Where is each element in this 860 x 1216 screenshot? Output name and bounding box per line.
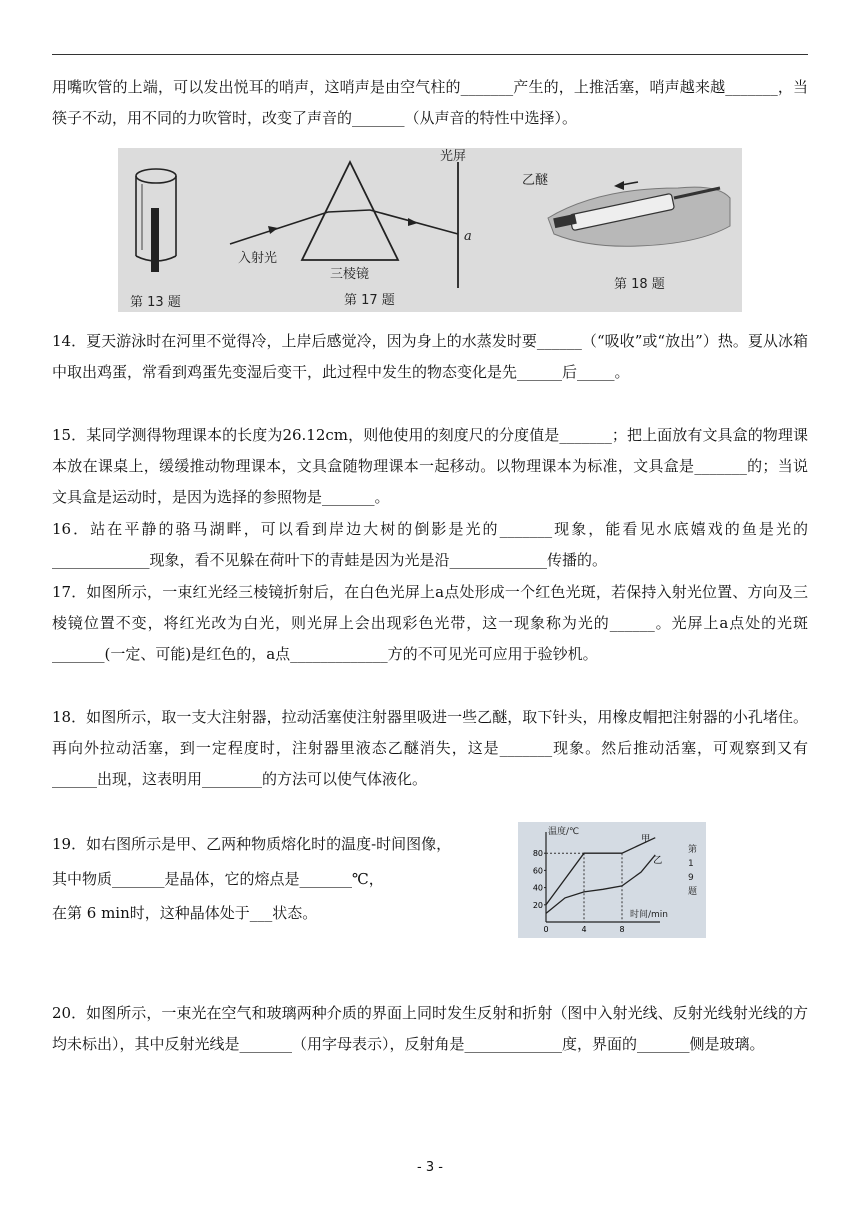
x-tick-label: 8	[619, 925, 625, 934]
series-label-2: 乙	[653, 855, 663, 866]
y-axis-label: 温度/℃	[548, 827, 580, 837]
y-tick-label: 80	[532, 849, 543, 859]
fig18-label: 第 18 题	[614, 277, 665, 292]
fig17-label: 第 17 题	[344, 293, 395, 308]
point-a-label: a	[464, 229, 472, 244]
prism-label: 三棱镜	[330, 267, 370, 282]
series-label-1: 甲	[641, 834, 651, 845]
question-19-line2: 其中物质_______是晶体，它的熔点是_______℃，	[52, 870, 384, 888]
side-label-char: 题	[688, 887, 698, 897]
side-label-char: 9	[688, 873, 694, 883]
x-tick-label: 4	[581, 925, 587, 934]
x-axis-label: 时间/min	[630, 910, 669, 920]
page-number: - 3 -	[417, 1160, 443, 1175]
header-rule	[52, 54, 808, 55]
question-19-line3: 在第 6 min时，这种晶体处于___状态。	[52, 904, 318, 922]
question-16: 16．站在平静的骆马湖畔，可以看到岸边大树的倒影是光的_______现象，能看见水底嬉戏的鱼是光的_____________现象，看不见躲在荷叶下的青蛙是因为光是沿_____________传播的。	[52, 520, 808, 569]
chart-side-label	[688, 843, 697, 897]
x-tick-label: 0	[543, 925, 549, 934]
incident-light-label: 入射光	[238, 251, 278, 266]
question-18: 18．如图所示，取一支大注射器，拉动活塞使注射器里吸进一些乙醚，取下针头，用橡皮帽把注射器的小孔堵住。再向外拉动活塞，到一定程度时，注射器里液态乙醚消失，这是_______现象。然后推动活塞，可观察到又有______出现，这表明用________的方法可以使气体液化。	[52, 708, 808, 788]
y-tick-label: 60	[532, 866, 543, 876]
question-19-line1: 19．如右图所示是甲、乙两种物质熔化时的温度-时间图像，	[52, 835, 452, 853]
y-tick-label: 40	[532, 883, 543, 893]
series-line-1	[546, 838, 655, 905]
series-line-2	[546, 855, 655, 913]
tube-figure	[136, 169, 176, 272]
melting-chart	[518, 822, 706, 938]
screen-label: 光屏	[440, 149, 467, 164]
question-17: 17．如图所示，一束红光经三棱镜折射后，在白色光屏上a点处形成一个红色光斑，若保持入射光位置、方向及三棱镜位置不变，将红光改为白光，则光屏上会出现彩色光带，这一现象称为光的______。光屏上a点处的光斑_______(一定、可能)是红色的，a点_____________方的不可见光可应用于验钞机。	[52, 583, 808, 663]
side-label-char: 第	[688, 845, 698, 855]
question-15: 15．某同学测得物理课本的长度为26.12cm，则他使用的刻度尺的分度值是_______；把上面放有文具盒的物理课本放在课桌上，缓缓推动物理课本，文具盒随物理课本一起移动。以物理课本为标准，文具盒是_______的；当说文具盒是运动时，是因为选择的参照物是_______。	[52, 426, 808, 506]
question-14: 14．夏天游泳时在河里不觉得冷，上岸后感觉冷，因为身上的水蒸发时要______（“吸收”或“放出”）热。夏从冰箱中取出鸡蛋，常看到鸡蛋先变湿后变干，此过程中发生的物态变化是先______后_____。	[52, 332, 808, 381]
ether-label: 乙醚	[522, 173, 549, 188]
figure-strip-13-17-18	[118, 148, 742, 312]
fig13-label: 第 13 题	[130, 295, 181, 310]
side-label-char: 1	[688, 859, 694, 869]
syringe-figure	[548, 181, 730, 246]
question-20: 20．如图所示，一束光在空气和玻璃两种介质的界面上同时发生反射和折射（图中入射光线、反射光线射光线的方均未标出），其中反射光线是_______（用字母表示），反射角是_____________度，界面的_______侧是玻璃。	[52, 1004, 808, 1053]
q13-continuation: 用嘴吹管的上端，可以发出悦耳的哨声，这哨声是由空气柱的_______产生的，上推活塞，哨声越来越_______，当筷子不动，用不同的力吹管时，改变了声音的_______（从声音的特性中选择）。	[52, 78, 808, 127]
y-tick-label: 20	[532, 900, 543, 910]
